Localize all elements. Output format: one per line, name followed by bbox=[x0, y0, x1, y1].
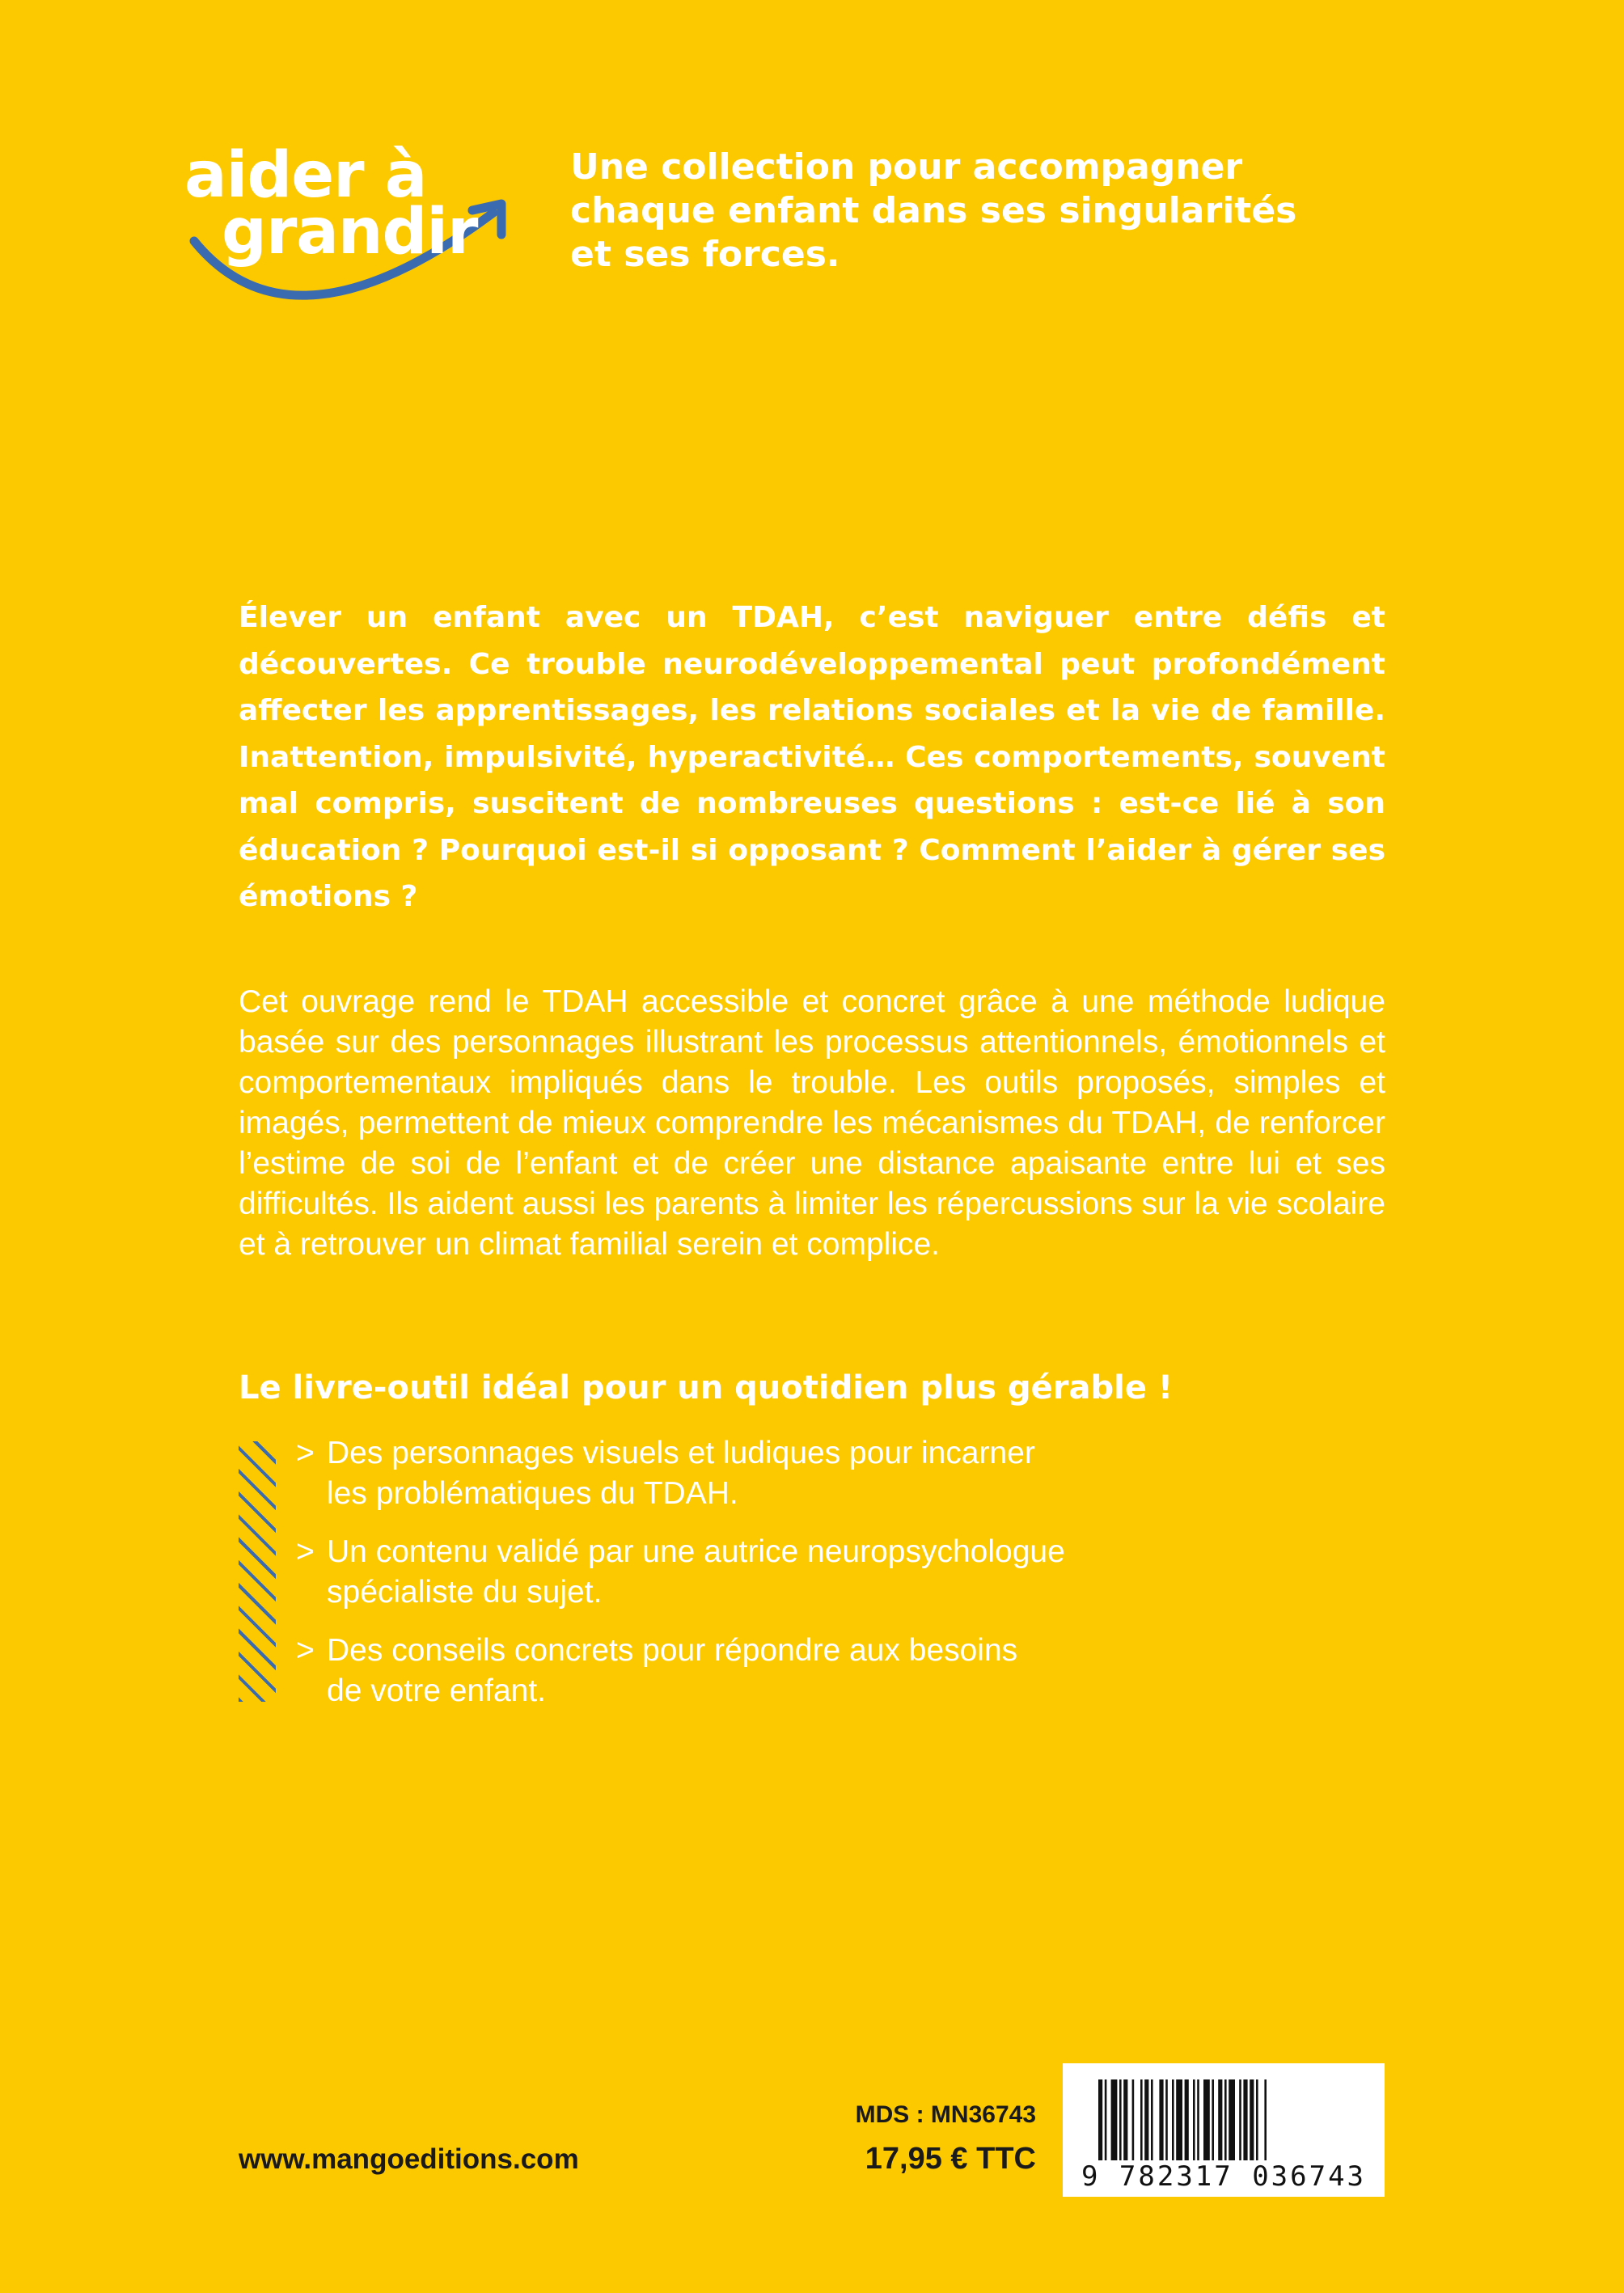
barcode-bar bbox=[1159, 2079, 1163, 2160]
barcode-bar bbox=[1151, 2079, 1153, 2160]
barcode-bar bbox=[1144, 2079, 1148, 2160]
barcode-bar bbox=[1098, 2079, 1102, 2160]
list-item bbox=[296, 1631, 1347, 1711]
barcode-bar bbox=[1203, 2079, 1210, 2160]
barcode-bar bbox=[1250, 2079, 1254, 2160]
highlight-title: Le livre-outil idéal pour un quotidien plus gérable ! bbox=[239, 1369, 1174, 1407]
barcode-bar bbox=[1176, 2079, 1182, 2160]
mds-code: MDS : MN36743 bbox=[855, 2101, 1036, 2128]
publisher-website: www.mangoeditions.com bbox=[239, 2143, 579, 2175]
list-item bbox=[296, 1433, 1347, 1514]
description-paragraph: Cet ouvrage rend le TDAH accessible et concret grâce à une méthode ludique basée sur des personnages illustrant les processus attentionnels, émotionnels et comportementaux impliqués dans le trouble. Les outils proposés, simples et imagés, permettent de mieux comprendre les mécanismes du TDAH, de renforcer l’estime de soi de l’enfant et de créer une distance apaisante entre lui et ses difficultés. Ils aident aussi les parents à limiter les répercussions sur la vie scolaire et à retrouver un climat familial serein et complice. bbox=[239, 984, 1385, 1262]
barcode-bar bbox=[1243, 2079, 1247, 2160]
intro-paragraph: Élever un enfant avec un TDAH, c’est naviguer entre défis et découvertes. Ce trouble neurodéveloppemental peut profondément affecter les apprentissages, les relations sociales et la vie de famille. Inattention, impulsivité, hyperactivité… Ces comportements, souvent mal compris, suscitent de nombreuses questions : est-ce lié à son éducation ? Pourquoi est-il si opposant ? Comment l’aider à gérer ses émotions ? bbox=[239, 601, 1385, 913]
list-item-text: Des conseils concrets pour répondre aux besoins de votre enfant. bbox=[327, 1633, 1018, 1708]
barcode-bar bbox=[1224, 2079, 1227, 2160]
isbn-digits: 9 782317 036743 bbox=[1081, 2160, 1367, 2193]
barcode-bar bbox=[1197, 2079, 1199, 2160]
collection-tagline: Une collection pour accompagner chaque enfant dans ses singularités et ses forces. bbox=[570, 146, 1297, 275]
barcode-bar bbox=[1111, 2079, 1118, 2160]
barcode-bar bbox=[1264, 2079, 1267, 2160]
barcode-bar bbox=[1218, 2079, 1222, 2160]
list-item-text: Des personnages visuels et ludiques pour incarner les problématiques du TDAH. bbox=[327, 1436, 1035, 1511]
price-label: 17,95 € TTC bbox=[865, 2142, 1036, 2176]
barcode-bar bbox=[1119, 2079, 1122, 2160]
collection-logo bbox=[180, 139, 519, 330]
barcode-bar bbox=[1140, 2079, 1143, 2160]
feature-list bbox=[296, 1433, 1347, 1729]
barcode-bar bbox=[1185, 2079, 1189, 2160]
barcode-bar bbox=[1105, 2079, 1107, 2160]
list-item bbox=[296, 1532, 1347, 1613]
barcode-bar bbox=[1239, 2079, 1241, 2160]
logo-text-line1: aider à bbox=[184, 139, 427, 212]
logo-text-line2: grandir bbox=[222, 196, 478, 269]
barcode-bar bbox=[1165, 2079, 1168, 2160]
barcode-bar bbox=[1229, 2079, 1235, 2160]
bullet-marker: > bbox=[296, 1436, 315, 1470]
list-item-text: Un contenu validé par une autrice neuropsychologue spécialiste du sujet. bbox=[327, 1534, 1065, 1610]
barcode-bar bbox=[1132, 2079, 1135, 2160]
barcode-bars bbox=[1098, 2079, 1349, 2160]
bullet-marker: > bbox=[296, 1534, 315, 1569]
barcode-bar bbox=[1123, 2079, 1127, 2160]
bullet-marker: > bbox=[296, 1633, 315, 1668]
barcode-bar bbox=[1212, 2079, 1214, 2160]
barcode-bar bbox=[1172, 2079, 1174, 2160]
barcode-bar bbox=[1256, 2079, 1258, 2160]
isbn-barcode bbox=[1063, 2063, 1385, 2197]
hatch-decoration bbox=[239, 1441, 276, 1702]
barcode-bar bbox=[1193, 2079, 1195, 2160]
